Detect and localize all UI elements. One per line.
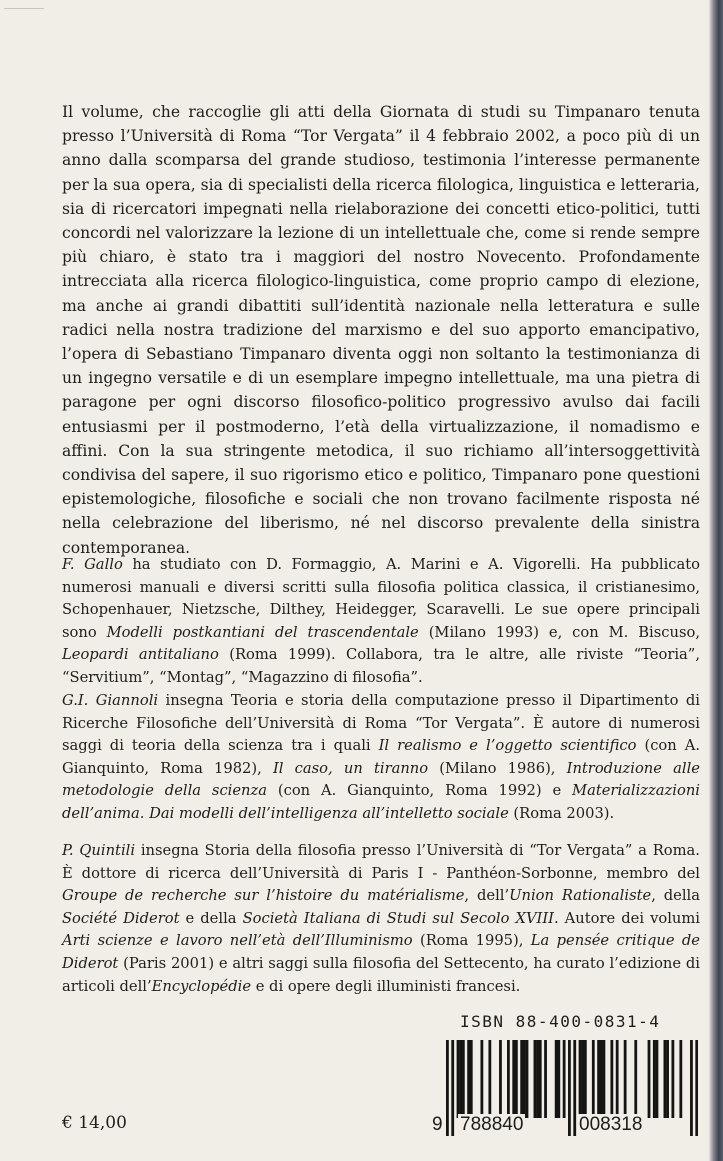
barcode-bar xyxy=(480,1040,483,1118)
work-title: Leopardi antitaliano xyxy=(62,646,219,664)
barcode-bar xyxy=(499,1040,502,1118)
barcode-bar xyxy=(624,1040,627,1118)
author-name: G.I. Giannoli xyxy=(62,692,159,709)
price: € 14,00 xyxy=(62,1113,127,1133)
barcode-bar xyxy=(457,1040,460,1118)
bio-paragraph xyxy=(62,840,700,998)
barcode-bar xyxy=(536,1040,539,1118)
barcode-bar xyxy=(671,1040,674,1118)
barcode-bar xyxy=(616,1040,619,1118)
bio-text: (con A. Gianquinto, Roma 1992) e xyxy=(267,782,573,800)
barcode-bar xyxy=(603,1040,606,1118)
page-edge xyxy=(709,0,723,1161)
bio-text: insegna Teoria e storia della computazione presso il Dipartimento di Ricerche Filosofiche dell’Università di Roma “Tor Vergata”. È autore di numerosi saggi di teoria della scienza tra i quali xyxy=(62,692,700,755)
barcode-bar xyxy=(610,1040,613,1118)
bio-text: insegna Storia della filosofia presso l’Università di “Tor Vergata” a Roma. È dottore di ricerca dell’Università di Paris I - Panthéon-Sorbonne, membro del xyxy=(62,842,700,882)
barcode-digits-left: 788840 xyxy=(460,1114,524,1135)
barcode-bar xyxy=(653,1040,656,1118)
work-title: La pensée critique de Diderot xyxy=(62,932,701,972)
back-cover-description xyxy=(62,100,700,560)
author-bio-gallo xyxy=(62,554,700,690)
barcode-bar xyxy=(581,1040,584,1118)
barcode-digit-first: 9 xyxy=(432,1114,443,1135)
work-title: Société Diderot xyxy=(62,909,180,927)
bio-text: (con A. Gianquinto, Roma 1982), xyxy=(62,737,701,777)
barcode-bar xyxy=(584,1040,587,1118)
barcode-bar xyxy=(563,1040,566,1118)
barcode-bar xyxy=(512,1040,515,1118)
work-title: Società Italiana di Studi sul Secolo XVIII xyxy=(242,909,554,927)
bio-text: . Autore dei volumi xyxy=(553,909,700,927)
barcode-bar xyxy=(544,1040,547,1118)
barcode-bar xyxy=(597,1040,600,1118)
barcode-bar xyxy=(656,1040,659,1118)
corner-mark xyxy=(4,8,44,9)
barcode-bar xyxy=(579,1040,582,1118)
barcode-bar xyxy=(470,1040,473,1118)
bio-text: (Milano 1986), xyxy=(428,759,567,777)
work-title: Modelli postkantiani del trascendentale xyxy=(106,623,419,641)
barcode-digits-right: 008318 xyxy=(579,1114,643,1135)
work-title: Union Rationaliste xyxy=(509,887,652,905)
barcode-bar xyxy=(488,1040,491,1118)
barcode-bar xyxy=(679,1040,682,1118)
barcode-bar xyxy=(515,1040,518,1118)
author-bio-giannoli xyxy=(62,690,700,826)
bio-text: (Paris 2001) e altri saggi sulla filosofia del Settecento, ha curato l’edizione di articoli dell’ xyxy=(62,954,700,995)
bio-text: (Roma 1995), xyxy=(412,932,531,950)
barcode-bar xyxy=(467,1040,470,1118)
bio-text: (Roma 2003). xyxy=(508,804,615,822)
barcode-bar xyxy=(592,1040,595,1118)
work-title: Groupe de recherche sur l’histoire du matérialisme xyxy=(62,887,465,905)
bio-text: ha studiato con D. Formaggio, A. Marini e A. Vigorelli. Ha pubblicato numerosi manuali e diversi scritti sulla filosofia politica classica, il cristianesimo, Schopenhauer, Nietzsche, Dilthey, Heidegger, Scaravelli. Le sue opere principali sono xyxy=(62,556,701,641)
barcode-bar xyxy=(507,1040,510,1118)
bio-text: e della xyxy=(179,909,243,927)
bio-text: , della xyxy=(651,887,700,905)
barcode-bar xyxy=(666,1040,669,1118)
bio-paragraph xyxy=(62,554,700,690)
barcode-bar xyxy=(520,1040,523,1118)
work-title: Il caso, un tiranno xyxy=(272,759,429,777)
author-name: P. Quintili xyxy=(62,842,136,859)
isbn-label: ISBN 88-400-0831-4 xyxy=(460,1012,661,1031)
bio-text: e di opere degli illuministi francesi. xyxy=(251,977,521,995)
barcode-bar xyxy=(534,1040,537,1118)
barcode-digits xyxy=(432,1114,702,1138)
work-title: Il realismo e l’oggetto scientifico xyxy=(378,737,637,755)
barcode-bar xyxy=(634,1040,637,1118)
barcode-bar xyxy=(664,1040,667,1118)
bio-text: (Roma 1999). Collabora, tra le altre, alle riviste “Teoria”, “Servitium”, “Montag”, “Magazzino di filosofia”. xyxy=(62,646,700,686)
work-title: Arti scienze e lavoro nell’età dell’Illuminismo xyxy=(62,932,413,950)
description-paragraph: Il volume, che raccoglie gli atti della Giornata di studi su Timpanaro tenuta presso l’Università di Roma “Tor Vergata” il 4 febbraio 2002, a poco più di un anno dalla scomparsa del grande studioso, testimonia l’interesse permanente per la sua opera, sia di specialisti della ricerca filologica, linguistica e letteraria, sia di ricercatori impegnati nella rielaborazione dei concetti etico-politici, tutti concordi nel valorizzare la lezione di un intellettuale che, come si rende sempre più chiaro, è stato tra i maggiori del nostro Novecento. Profondamente intrecciata alla ricerca filologico-linguistica, come proprio campo di elezione, ma anche ai grandi dibattiti sull’identità nazionale nella letteratura e sulle radici nella nostra tradizione del marxismo e del suo apporto emancipativo, l’opera di Sebastiano Timpanaro diventa oggi non soltanto la testimonianza di un ingegno versatile e di un esemplare impegno intellettuale, ma una pietra di paragone per ogni discorso filosofico-politico progressivo avulso dai facili entusiasmi per il postmoderno, l’età della virtualizzazione, il nomadismo e affini. Con la sua stringente metodica, il suo richiamo all’intersoggettività condivisa del sapere, il suo rigorismo etico e politico, Timpanaro pone questioni epistemologiche, filosofiche e sociali che non trovano facilmente risposta né nella celebrazione del liberismo, né nel discorso prevalente della sinistra contemporanea. xyxy=(62,103,700,557)
barcode-bar xyxy=(526,1040,529,1118)
work-title: Encyclopédie xyxy=(151,977,252,995)
author-bio-quintili xyxy=(62,840,700,998)
barcode-bar xyxy=(462,1040,465,1118)
barcode-bar xyxy=(555,1040,558,1118)
bio-paragraph xyxy=(62,690,700,826)
work-title: Materializzazioni dell’anima. Dai modelli dell’intelligenza all’intelletto sociale xyxy=(62,782,700,822)
barcode-bar xyxy=(600,1040,603,1118)
barcode-bar xyxy=(523,1040,526,1118)
barcode-bar xyxy=(539,1040,542,1118)
work-title: Introduzione alle metodologie della scienza xyxy=(62,759,700,800)
barcode-bar xyxy=(557,1040,560,1118)
bio-text: , dell’ xyxy=(464,887,510,905)
barcode-bar xyxy=(648,1040,651,1118)
barcode-bar xyxy=(459,1040,462,1118)
bio-text: (Milano 1993) e, con M. Biscuso, xyxy=(418,623,701,641)
author-name: F. Gallo xyxy=(62,556,123,573)
